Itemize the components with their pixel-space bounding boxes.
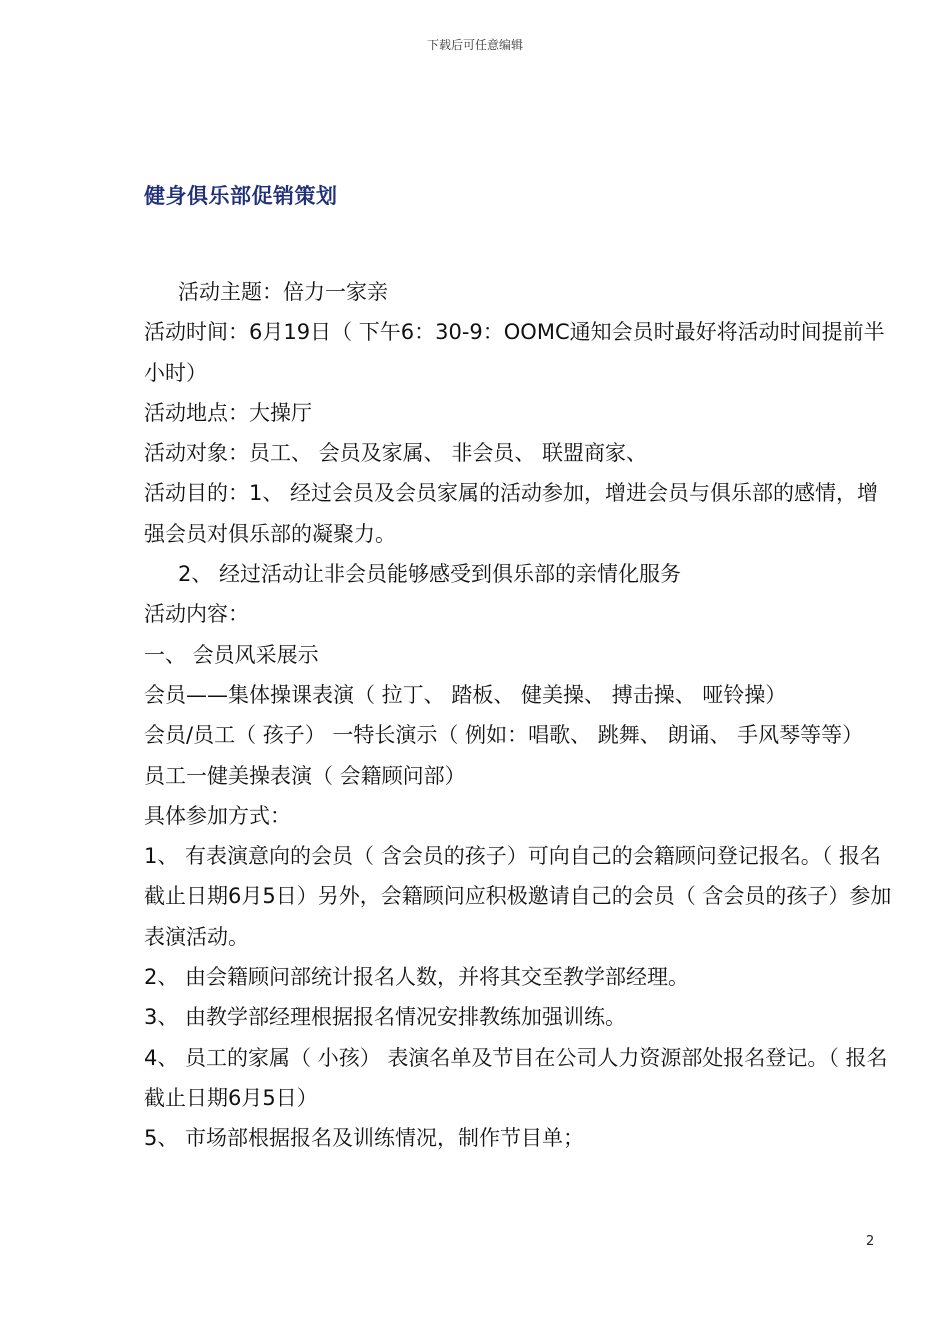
list-item-4: 4、 员工的家属（ 小孩） 表演名单及节目在公司人力资源部处报名登记。（ 报名截止日期6月5日）	[144, 1045, 888, 1110]
page-header-note: 下载后可任意编辑	[426, 38, 523, 52]
paragraph-location: 活动地点：大操厅	[144, 400, 312, 425]
list-item-3: 3、 由教学部经理根据报名情况安排教练加强训练。	[144, 1005, 627, 1030]
paragraph-purpose-2: 2、 经过活动让非会员能够感受到俱乐部的亲情化服务	[178, 562, 682, 587]
paragraph-audience: 活动对象：员工、 会员及家属、 非会员、 联盟商家、	[144, 441, 648, 466]
document-title: 健身俱乐部促销策划	[144, 184, 338, 208]
paragraph-staff-performance: 员工一健美操表演（ 会籍顾问部）	[144, 763, 466, 788]
paragraph-member-performance: 会员——集体操课表演（ 拉丁、 踏板、 健美操、 搏击操、 哑铃操）	[144, 682, 787, 707]
document-body	[144, 272, 894, 1159]
list-item-5: 5、 市场部根据报名及训练情况，制作节目单；	[144, 1126, 585, 1151]
paragraph-talent-show: 会员/员工（ 孩子） 一特长演示（ 例如：唱歌、 跳舞、 朗诵、 手风琴等等）	[144, 723, 864, 748]
paragraph-time: 活动时间：6月19日（ 下午6：30-9：OOMC通知会员时最好将活动时间提前半小时）	[144, 320, 885, 385]
page-number: 2	[866, 1234, 875, 1249]
paragraph-participation-heading: 具体参加方式：	[144, 803, 291, 828]
list-item-2: 2、 由会籍顾问部统计报名人数，并将其交至教学部经理。	[144, 965, 690, 990]
paragraph-theme: 活动主题：倍力一家亲	[178, 280, 388, 304]
paragraph-section-one: 一、 会员风采展示	[144, 642, 319, 667]
paragraph-content-heading: 活动内容：	[144, 602, 249, 627]
list-item-1: 1、 有表演意向的会员（ 含会员的孩子）可向自己的会籍顾问登记报名。（ 报名截止日期6月5日）另外，会籍顾问应积极邀请自己的会员（ 含会员的孩子）参加表演活动。	[144, 844, 892, 949]
paragraph-purpose-1: 活动目的：1、 经过会员及会员家属的活动参加，增进会员与俱乐部的感情，增强会员对俱乐部的凝聚力。	[144, 481, 879, 546]
